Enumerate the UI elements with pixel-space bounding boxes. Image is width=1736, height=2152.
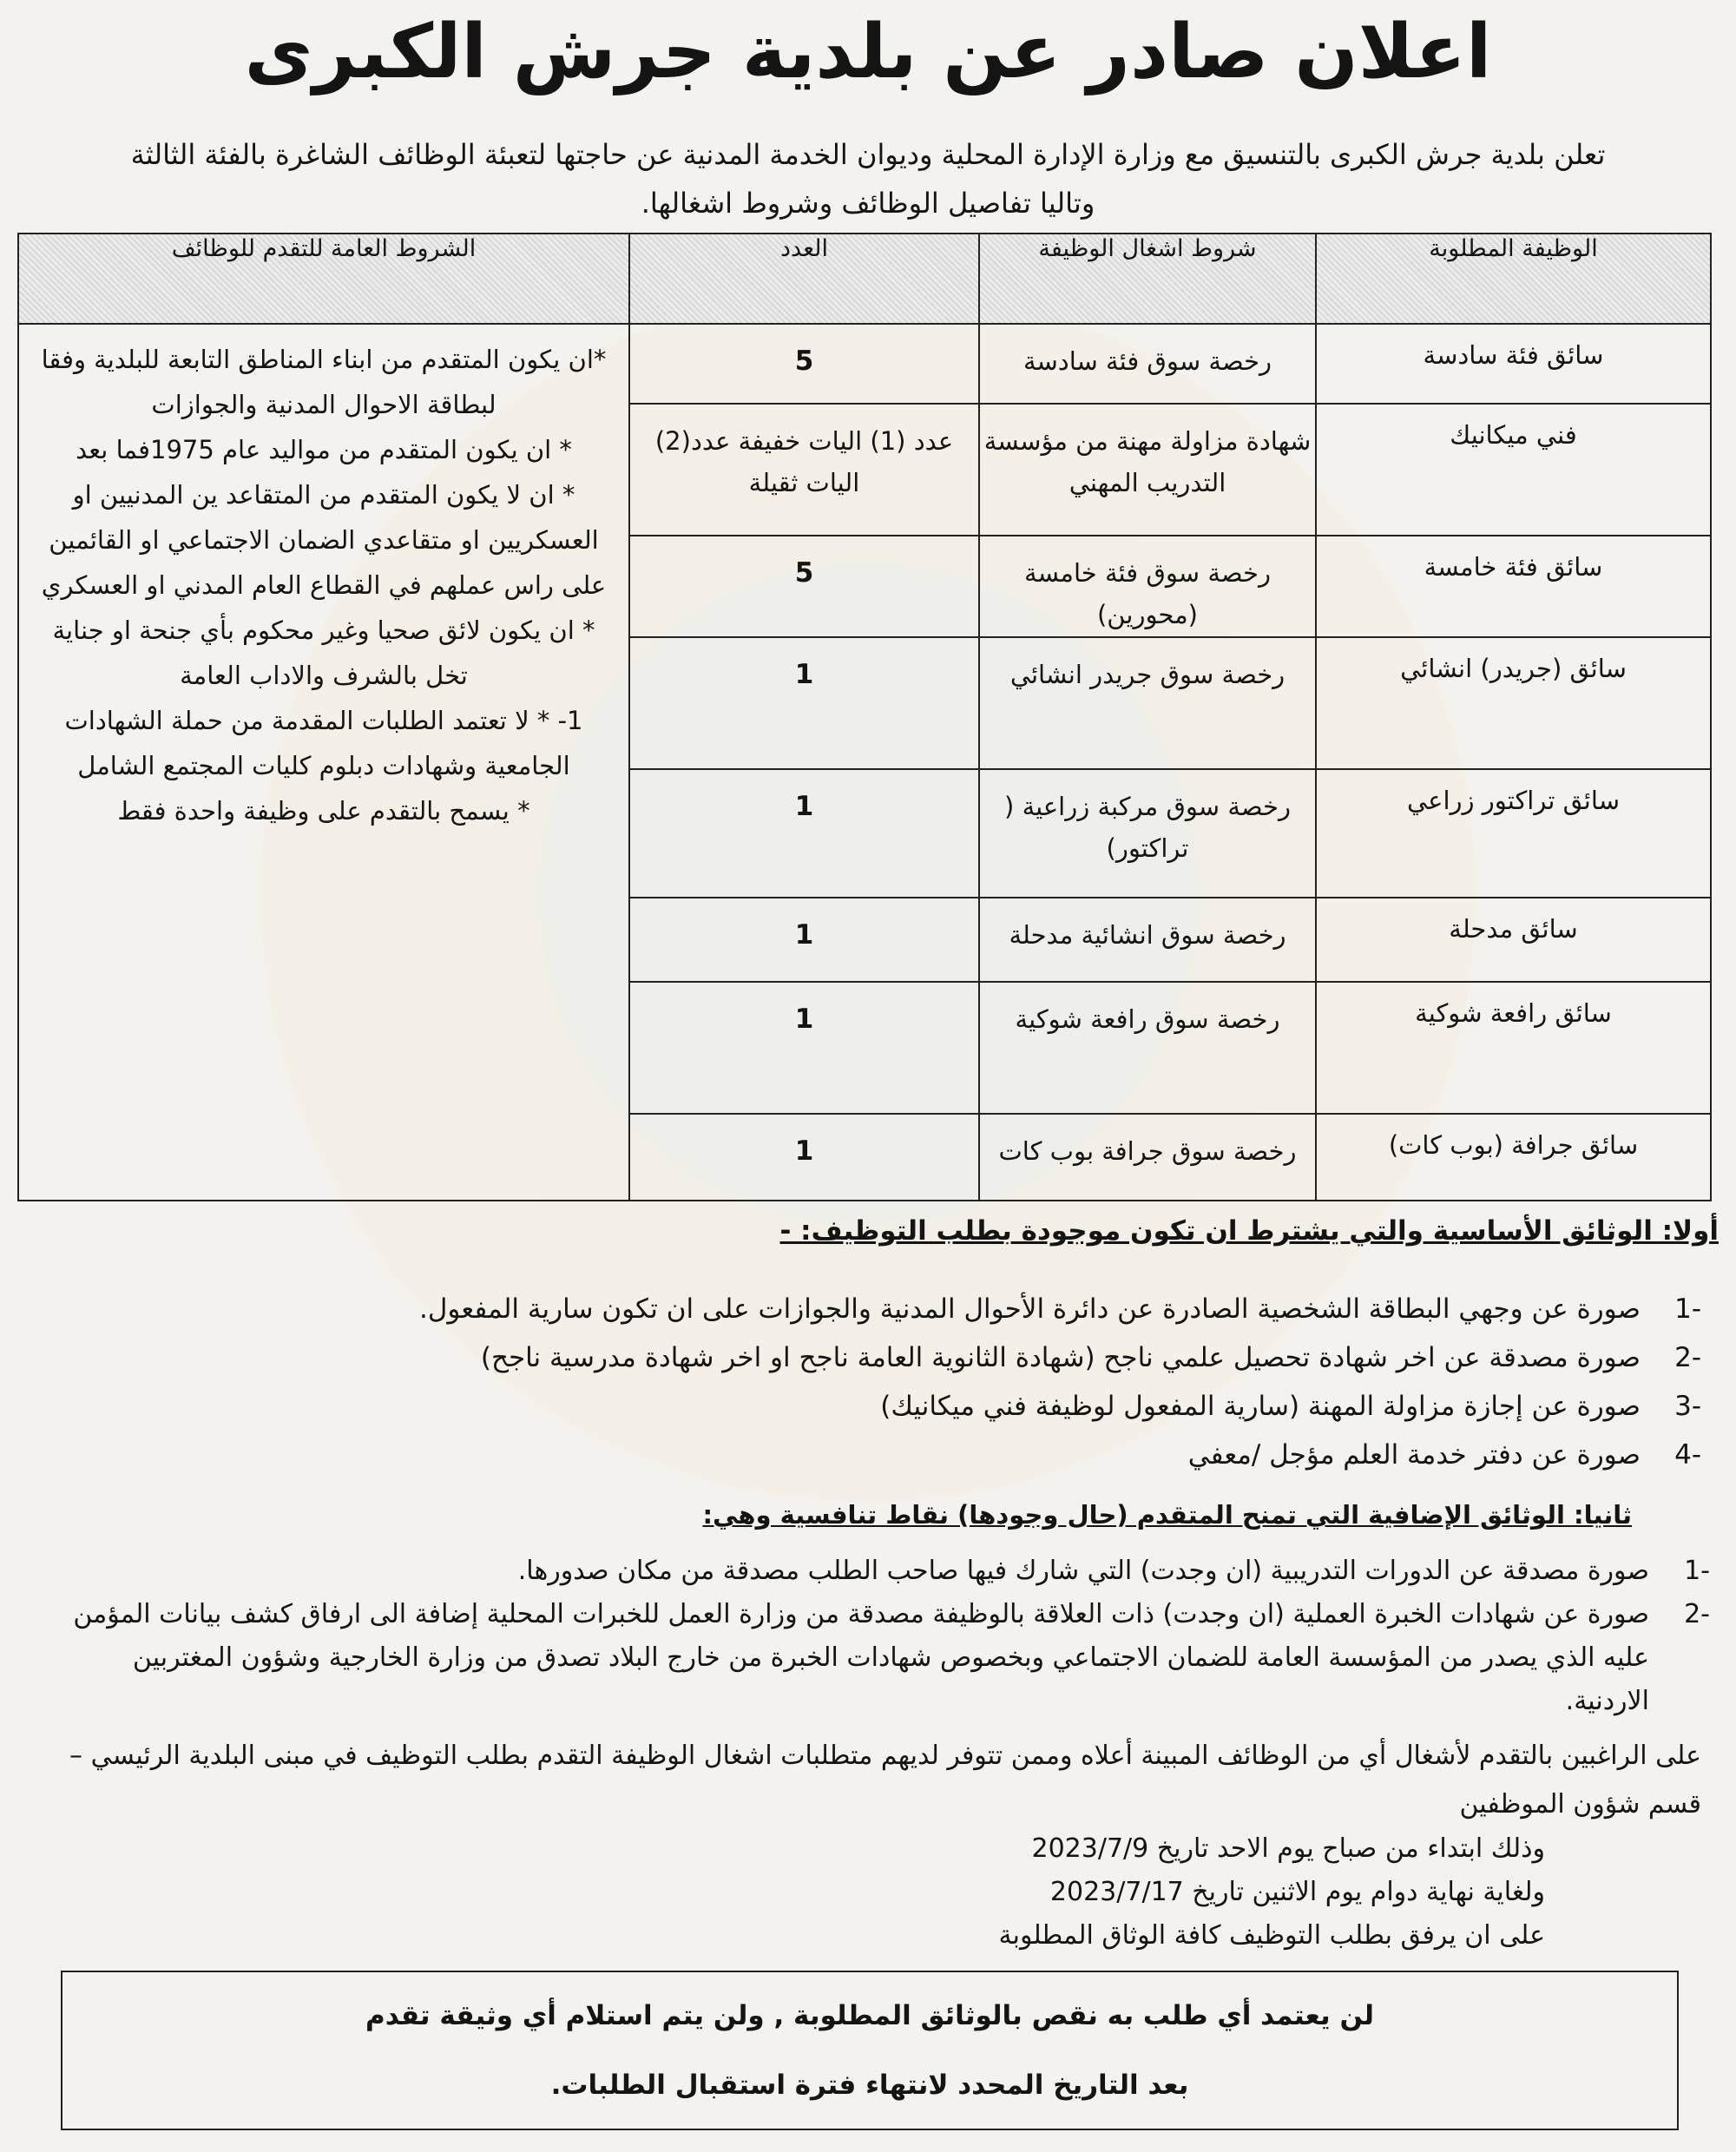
section-2-title: ثانيا: الوثائق الإضافية التي تمنح المتقدم (حال وجودها) نقاط تنافسية وهي: [702, 1500, 1632, 1530]
list-number: -4 [1674, 1439, 1701, 1471]
list-text: صورة عن وجهي البطاقة الشخصية الصادرة عن دائرة الأحوال المدنية والجوازات على ان تكون سارية المفعول. [419, 1293, 1641, 1325]
job-count: 1 [629, 637, 979, 769]
general-condition-item: *ان يكون المتقدم من ابناء المناطق التابعة للبلدية وفقا لبطاقة الاحوال المدنية والجوازات [41, 345, 607, 419]
general-condition-item: 1- * لا تعتمد الطلبات المقدمة من حملة الشهادات الجامعية وشهادات دبلوم كليات المجتمع الشامل [64, 706, 583, 780]
list-number: -2 [1684, 1599, 1710, 1629]
jobs-table [17, 233, 1712, 1201]
general-condition-item: * يسمح بالتقدم على وظيفة واحدة فقط [117, 796, 530, 826]
intro-paragraph [24, 130, 1712, 227]
job-conditions: رخصة سوق مركبة زراعية ( تراكتور) [979, 769, 1316, 898]
header-count: العدد [629, 234, 979, 324]
job-title: فني ميكانيك [1316, 404, 1711, 536]
job-title: سائق جرافة (بوب كات) [1316, 1114, 1711, 1201]
general-condition-item: * ان يكون لائق صحيا وغير محكوم بأي جنحة او جناية تخل بالشرف والاداب العامة [52, 615, 595, 690]
general-conditions [18, 324, 629, 1201]
list-item [61, 1593, 1710, 1723]
job-conditions: رخصة سوق جرافة بوب كات [979, 1114, 1316, 1201]
job-conditions: رخصة سوق فئة خامسة (محورين) [979, 536, 1316, 637]
header-conditions: شروط اشغال الوظيفة [979, 234, 1316, 324]
notice-box [61, 1971, 1679, 2130]
job-conditions: رخصة سوق انشائية مدحلة [979, 898, 1316, 982]
attach-text: على ان يرفق بطلب التوظيف كافة الوثاق المطلوبة [998, 1920, 1545, 1951]
job-count: عدد (1) اليات خفيفة عدد(2) اليات ثقيلة [629, 404, 979, 536]
list-text: صورة عن دفتر خدمة العلم مؤجل /معفي [1187, 1439, 1641, 1471]
notice-line-2: بعد التاريخ المحدد لانتهاء فترة استقبال الطلبات. [550, 2070, 1189, 2101]
header-job: الوظيفة المطلوبة [1316, 234, 1711, 324]
job-title: سائق فئة خامسة [1316, 536, 1711, 637]
list-text: صورة عن إجازة مزاولة المهنة (سارية المفعول لوظيفة فني ميكانيك) [880, 1391, 1641, 1422]
job-count: 1 [629, 982, 979, 1114]
job-conditions: شهادة مزاولة مهنة من مؤسسة التدريب المهني [979, 404, 1316, 536]
intro-line-1: تعلن بلدية جرش الكبرى بالتنسيق مع وزارة الإدارة المحلية وديوان الخدمة المدنية عن حاجتها لتعبئة الوظائف الشاغرة بالفئة الثالثة [130, 138, 1606, 171]
table-header-row [18, 234, 1711, 324]
closing-paragraph [26, 1732, 1701, 1829]
list-text: صورة مصدقة عن اخر شهادة تحصيل علمي ناجح (شهادة الثانوية العامة ناجح او اخر شهادة مدرسية ناجح) [480, 1342, 1641, 1373]
job-count: 5 [629, 536, 979, 637]
notice-line-1: لن يعتمد أي طلب به نقص بالوثائق المطلوبة , ولن يتم استلام أي وثيقة تقدم [365, 2000, 1374, 2031]
job-title: سائق فئة سادسة [1316, 324, 1711, 404]
job-title: سائق تراكتور زراعي [1316, 769, 1711, 898]
list-text: صورة عن شهادات الخبرة العملية (ان وجدت) ذات العلاقة بالوظيفة مصدقة من وزارة العمل للخبرات المحلية إضافة الى ارفاق كشف بيانات المؤمن عليه الذي يصدر من المؤسسة العامة للضمان الاجتماعي وبخصوص شهادات الخبرة من خارج البلاد تصدق من وزارة الخارجية وشؤون المغتربين الاردنية. [73, 1599, 1649, 1716]
job-conditions: رخصة سوق رافعة شوكية [979, 982, 1316, 1114]
job-title: سائق (جريدر) انشائي [1316, 637, 1711, 769]
application-dates [26, 1827, 1545, 1958]
list-text: صورة مصدقة عن الدورات التدريبية (ان وجدت) التي شارك فيها صاحب الطلب مصدقة من مكان صدورها. [517, 1556, 1649, 1586]
job-conditions: رخصة سوق فئة سادسة [979, 324, 1316, 404]
list-item [52, 1382, 1701, 1431]
general-condition-item: * ان يكون المتقدم من مواليد عام 1975فما بعد [76, 435, 572, 464]
general-condition-item: * ان لا يكون المتقدم من المتقاعد ين المدنيين او العسكريين او متقاعدي الضمان الاجتماعي او القائمين على راس عملهم في القطاع العام المدني او العسكري [41, 480, 607, 600]
job-count: 5 [629, 324, 979, 404]
job-title: سائق رافعة شوكية [1316, 982, 1711, 1114]
basic-documents-list [52, 1285, 1701, 1479]
list-item [61, 1550, 1710, 1593]
list-number: -1 [1684, 1556, 1710, 1586]
section-1-title: أولا: الوثائق الأساسية والتي يشترط ان تكون موجودة بطلب التوظيف: - [779, 1215, 1719, 1247]
header-general-conditions: الشروط العامة للتقدم للوظائف [18, 234, 629, 324]
intro-line-2: وتاليا تفاصيل الوظائف وشروط اشغالها. [641, 187, 1095, 220]
page-title: اعلان صادر عن بلدية جرش الكبرى [244, 9, 1492, 95]
list-number: -1 [1674, 1293, 1701, 1325]
job-count: 1 [629, 898, 979, 982]
end-date-text: ولغاية نهاية دوام يوم الاثنين تاريخ 2023/7/17 [1049, 1877, 1545, 1907]
list-item [52, 1285, 1701, 1333]
start-date-text: وذلك ابتداء من صباح يوم الاحد تاريخ 2023/7/9 [1031, 1833, 1545, 1864]
list-item [52, 1431, 1701, 1479]
list-number: -3 [1674, 1391, 1701, 1422]
applicants-text: على الراغبين بالتقدم لأشغال أي من الوظائف المبينة أعلاه وممن تتوفر لديهم متطلبات اشغال الوظيفة التقدم بطلب التوظيف في مبنى البلدية الرئيسي – قسم شؤون الموظفين [69, 1741, 1701, 1820]
table-row [18, 324, 1711, 404]
additional-documents-list [61, 1550, 1710, 1723]
job-count: 1 [629, 1114, 979, 1201]
job-count: 1 [629, 769, 979, 898]
job-title: سائق مدحلة [1316, 898, 1711, 982]
list-item [52, 1333, 1701, 1382]
list-number: -2 [1674, 1342, 1701, 1373]
job-conditions: رخصة سوق جريدر انشائي [979, 637, 1316, 769]
